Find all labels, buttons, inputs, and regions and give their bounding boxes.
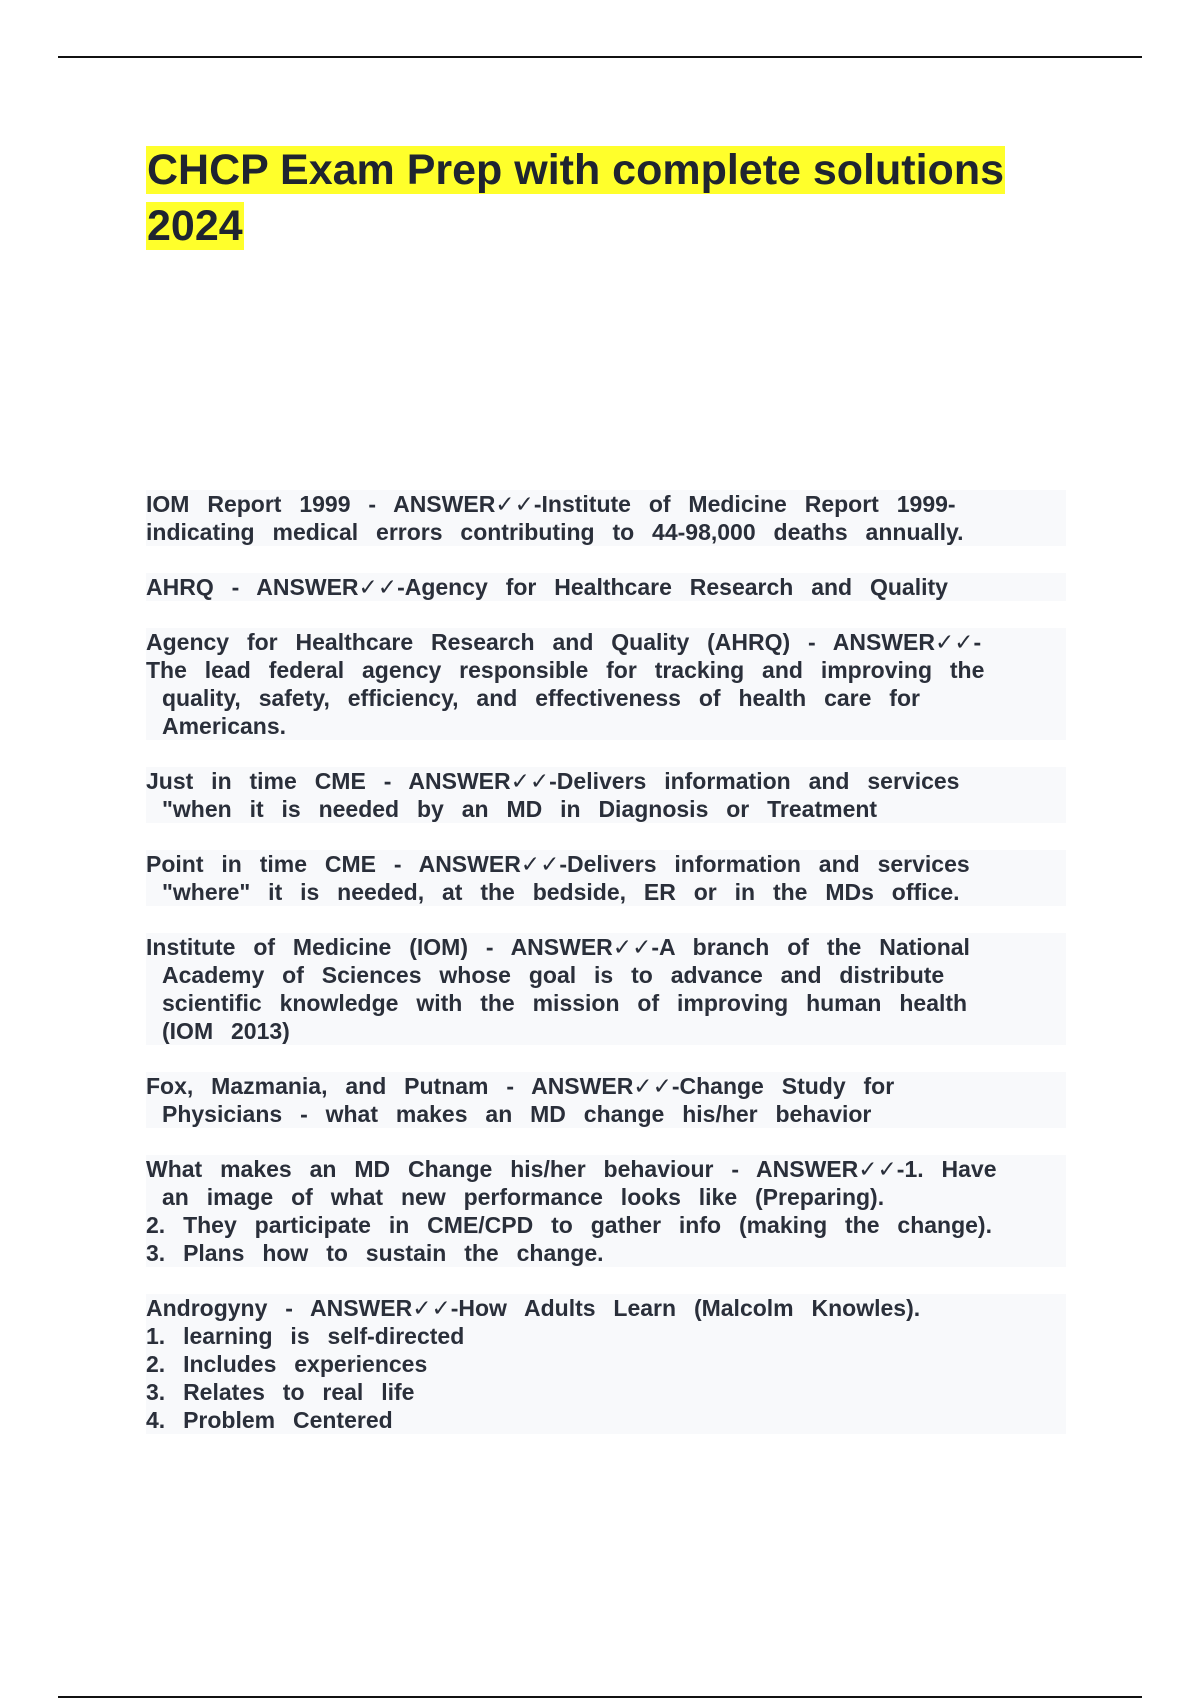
qa-line: Physicians - what makes an MD change his/her behavior [162, 1101, 872, 1127]
qa-line: scientific knowledge with the mission of improving human health [162, 990, 968, 1016]
qa-line: 3. Relates to real life [146, 1379, 415, 1405]
title-block [146, 142, 1106, 254]
qa-entry-institute-of-medicine [146, 933, 1066, 1045]
qa-entry-ahrq [146, 573, 1066, 601]
qa-entry-androgyny [146, 1294, 1066, 1434]
qa-line: Institute of Medicine (IOM) - ANSWER✓✓-A branch of the National [146, 934, 970, 960]
qa-entry-just-in-time-cme [146, 767, 1066, 823]
qa-line: Academy of Sciences whose goal is to advance and distribute [162, 962, 945, 988]
qa-line: (IOM 2013) [162, 1018, 290, 1044]
qa-line: 4. Problem Centered [146, 1407, 393, 1433]
qa-entry-iom-report [146, 490, 1066, 546]
qa-line: indicating medical errors contributing to 44-98,000 deaths annually. [146, 519, 964, 545]
qa-line: Agency for Healthcare Research and Quality (AHRQ) - ANSWER✓✓- [146, 629, 982, 655]
qa-line: AHRQ - ANSWER✓✓-Agency for Healthcare Research and Quality [146, 574, 948, 600]
document-title [146, 142, 1106, 254]
qa-line: Just in time CME - ANSWER✓✓-Delivers information and services [146, 768, 960, 794]
qa-line: 3. Plans how to sustain the change. [146, 1240, 604, 1266]
qa-line: What makes an MD Change his/her behaviour - ANSWER✓✓-1. Have [146, 1156, 997, 1182]
top-rule [58, 56, 1142, 58]
qa-line: quality, safety, efficiency, and effectiveness of health care for [162, 685, 920, 711]
title-line-2: 2024 [147, 202, 243, 250]
qa-line: Americans. [162, 713, 287, 739]
qa-line: Fox, Mazmania, and Putnam - ANSWER✓✓-Change Study for [146, 1073, 895, 1099]
qa-line: Androgyny - ANSWER✓✓-How Adults Learn (Malcolm Knowles). [146, 1295, 921, 1321]
qa-line: "where" it is needed, at the bedside, ER or in the MDs office. [162, 879, 960, 905]
qa-line: IOM Report 1999 - ANSWER✓✓-Institute of Medicine Report 1999- [146, 491, 956, 517]
qa-line: The lead federal agency responsible for tracking and improving the [146, 657, 985, 683]
qa-entry-md-change-behaviour [146, 1155, 1066, 1267]
qa-line: 1. learning is self-directed [146, 1323, 465, 1349]
qa-entry-fox-mazmania-putnam [146, 1072, 1066, 1128]
qa-list [146, 490, 1066, 1461]
qa-entry-ahrq-full [146, 628, 1066, 740]
qa-line: "when it is needed by an MD in Diagnosis or Treatment [162, 796, 878, 822]
qa-line: 2. They participate in CME/CPD to gather info (making the change). [146, 1212, 992, 1238]
qa-entry-point-in-time-cme [146, 850, 1066, 906]
qa-line: an image of what new performance looks like (Preparing). [162, 1184, 885, 1210]
qa-line: 2. Includes experiences [146, 1351, 428, 1377]
qa-line: Point in time CME - ANSWER✓✓-Delivers information and services [146, 851, 970, 877]
bottom-rule [58, 1696, 1142, 1698]
title-line-1: CHCP Exam Prep with complete solutions [147, 146, 1004, 194]
